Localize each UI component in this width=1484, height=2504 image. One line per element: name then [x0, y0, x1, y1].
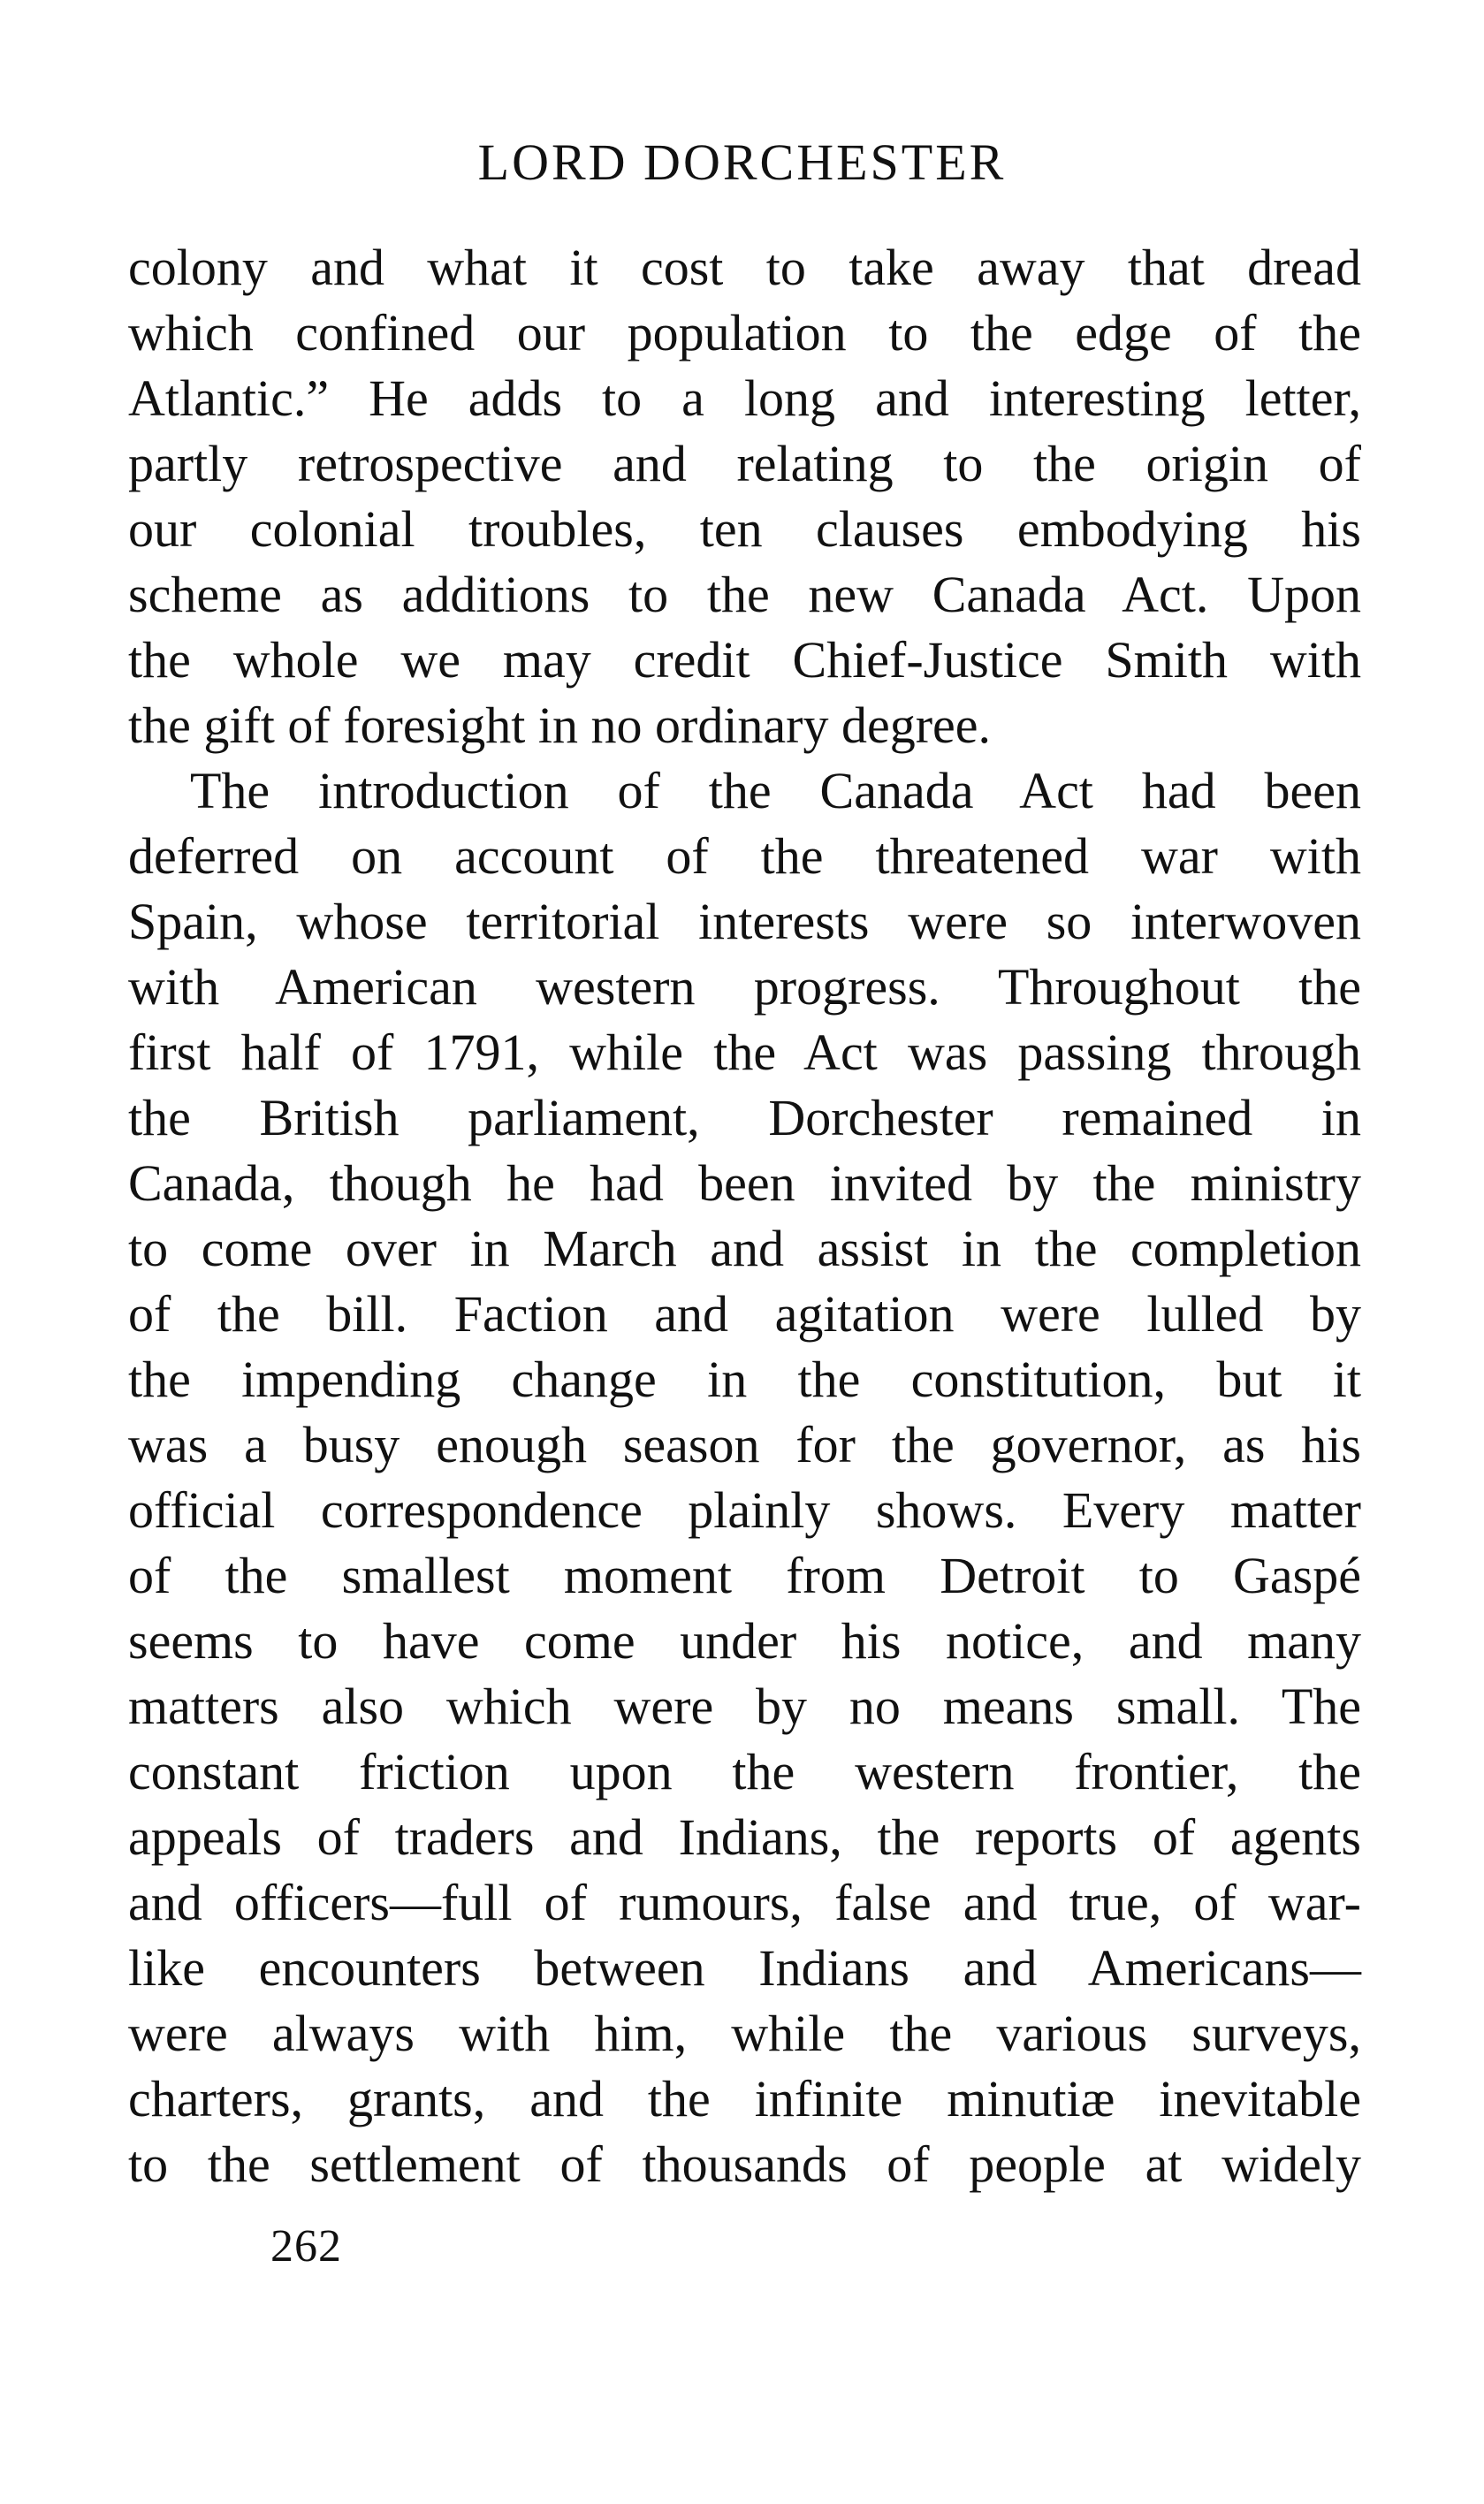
text-line: with American western progress. Throughout the	[128, 958, 1361, 1016]
text-line: was a busy enough season for the governor, as his	[128, 1416, 1361, 1473]
text-line: like encounters between Indians and Americans—	[128, 1939, 1361, 1997]
text-line: the whole we may credit Chief-Justice Smith with	[128, 631, 1361, 689]
text-line: scheme as additions to the new Canada Act. Upon	[128, 566, 1361, 623]
text-line: which confined our population to the edge of the	[128, 304, 1361, 362]
text-line: The introduction of the Canada Act had been	[190, 762, 1361, 819]
text-line: deferred on account of the threatened war with	[128, 827, 1361, 885]
text-line: constant friction upon the western frontier, the	[128, 1743, 1361, 1800]
text-line: the British parliament, Dorchester remained in	[128, 1089, 1361, 1146]
running-head: LORD DORCHESTER	[477, 133, 1007, 191]
text-line: matters also which were by no means small. The	[128, 1678, 1361, 1735]
text-line: appeals of traders and Indians, the reports of agents	[128, 1808, 1361, 1866]
text-line: the gift of foresight in no ordinary degree.	[128, 696, 992, 754]
text-line: to come over in March and assist in the completion	[128, 1220, 1361, 1277]
text-line: Canada, though he had been invited by the ministry	[128, 1154, 1361, 1212]
text-line: Spain, whose territorial interests were so interwoven	[128, 893, 1361, 950]
text-line: colony and what it cost to take away that dread	[128, 239, 1361, 296]
text-line: the impending change in the constitution, but it	[128, 1351, 1361, 1408]
text-line: and officers—full of rumours, false and true, of war-	[128, 1874, 1361, 1931]
text-line: of the bill. Faction and agitation were lulled by	[128, 1285, 1361, 1343]
text-line: to the settlement of thousands of people at widely	[128, 2135, 1361, 2193]
text-line: partly retrospective and relating to the origin of	[128, 435, 1361, 492]
text-line: first half of 1791, while the Act was passing through	[128, 1024, 1361, 1081]
text-line: were always with him, while the various surveys,	[128, 2005, 1361, 2062]
page-number: 262	[270, 2221, 342, 2272]
text-line: official correspondence plainly shows. Every matter	[128, 1481, 1361, 1539]
text-line: Atlantic.” He adds to a long and interesting letter,	[128, 369, 1361, 427]
body-text	[128, 235, 1361, 2197]
text-line: seems to have come under his notice, and many	[128, 1612, 1361, 1670]
text-line: charters, grants, and the infinite minutiæ inevitable	[128, 2070, 1361, 2127]
text-line: our colonial troubles, ten clauses embodying his	[128, 500, 1361, 558]
text-line: of the smallest moment from Detroit to Gaspé	[128, 1547, 1361, 1604]
